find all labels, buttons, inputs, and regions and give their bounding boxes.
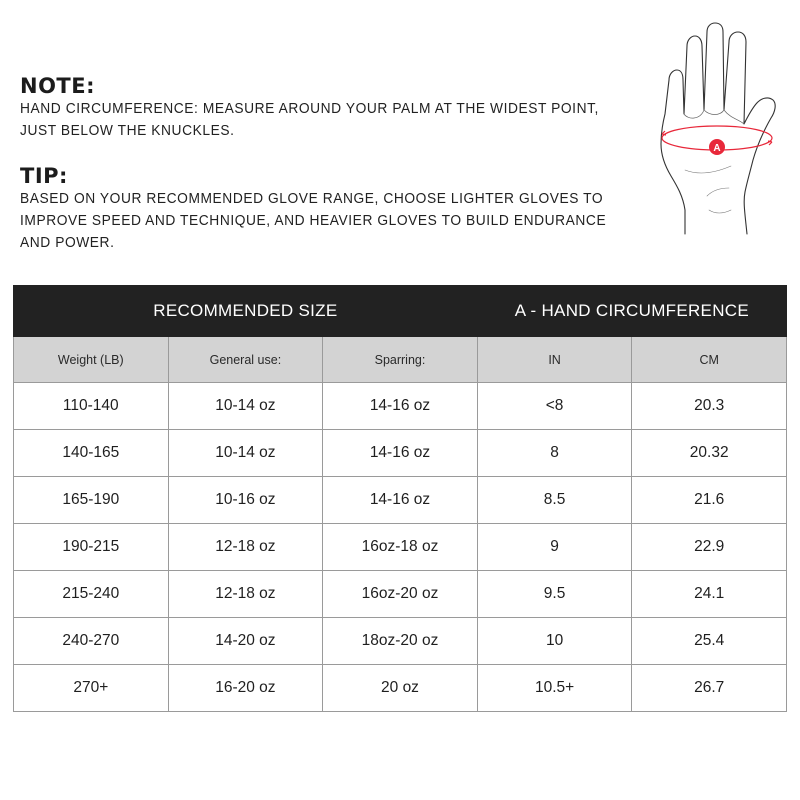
cell-general-use: 12-18 oz	[168, 524, 323, 571]
column-header-weight: Weight (LB)	[14, 337, 169, 383]
column-header-general-use: General use:	[168, 337, 323, 383]
cell-sparring: 18oz-20 oz	[323, 618, 478, 665]
cell-sparring: 16oz-18 oz	[323, 524, 478, 571]
cell-inches: 8.5	[477, 477, 632, 524]
cell-cm: 24.1	[632, 571, 787, 618]
cell-weight: 190-215	[14, 524, 169, 571]
note-title: NOTE:	[20, 74, 95, 98]
cell-inches: 9	[477, 524, 632, 571]
column-header-cm: CM	[632, 337, 787, 383]
cell-inches: 10	[477, 618, 632, 665]
cell-weight: 240-270	[14, 618, 169, 665]
table-row	[14, 571, 787, 618]
cell-general-use: 12-18 oz	[168, 571, 323, 618]
cell-sparring: 16oz-20 oz	[323, 571, 478, 618]
tip-text: BASED ON YOUR RECOMMENDED GLOVE RANGE, CHOOSE LIGHTER GLOVES TO IMPROVE SPEED AND TECHNIQUE, AND HEAVIER GLOVES TO BUILD ENDURANCE AND POWER.	[20, 191, 607, 251]
cell-cm: 25.4	[632, 618, 787, 665]
cell-general-use: 10-16 oz	[168, 477, 323, 524]
cell-sparring: 20 oz	[323, 665, 478, 712]
cell-general-use: 16-20 oz	[168, 665, 323, 712]
note-text: HAND CIRCUMFERENCE: MEASURE AROUND YOUR PALM AT THE WIDEST POINT, JUST BELOW THE KNUCKLES.	[20, 101, 599, 139]
table-row	[14, 524, 787, 571]
hand-measurement-illustration	[655, 20, 785, 235]
cell-cm: 26.7	[632, 665, 787, 712]
cell-inches: 8	[477, 430, 632, 477]
cell-general-use: 10-14 oz	[168, 383, 323, 430]
column-header-sparring: Sparring:	[323, 337, 478, 383]
table-row	[14, 477, 787, 524]
group-header-hand-circumference: A - HAND CIRCUMFERENCE	[477, 286, 786, 337]
cell-weight: 270+	[14, 665, 169, 712]
cell-weight: 215-240	[14, 571, 169, 618]
size-chart-table	[13, 285, 787, 712]
cell-sparring: 14-16 oz	[323, 477, 478, 524]
cell-inches: <8	[477, 383, 632, 430]
table-row	[14, 618, 787, 665]
cell-cm: 22.9	[632, 524, 787, 571]
cell-inches: 10.5+	[477, 665, 632, 712]
column-header-row	[14, 337, 787, 383]
group-header-row	[14, 286, 787, 337]
table-row	[14, 430, 787, 477]
cell-weight: 110-140	[14, 383, 169, 430]
cell-weight: 165-190	[14, 477, 169, 524]
cell-general-use: 10-14 oz	[168, 430, 323, 477]
cell-weight: 140-165	[14, 430, 169, 477]
cell-inches: 9.5	[477, 571, 632, 618]
table-row	[14, 665, 787, 712]
column-header-inches: IN	[477, 337, 632, 383]
table-row	[14, 383, 787, 430]
tip-title: TIP:	[20, 164, 68, 188]
cell-cm: 20.32	[632, 430, 787, 477]
cell-sparring: 14-16 oz	[323, 430, 478, 477]
cell-general-use: 14-20 oz	[168, 618, 323, 665]
marker-a-label: A	[713, 143, 721, 154]
cell-cm: 20.3	[632, 383, 787, 430]
cell-sparring: 14-16 oz	[323, 383, 478, 430]
group-header-recommended-size: RECOMMENDED SIZE	[14, 286, 478, 337]
cell-cm: 21.6	[632, 477, 787, 524]
hand-outline	[661, 23, 775, 234]
